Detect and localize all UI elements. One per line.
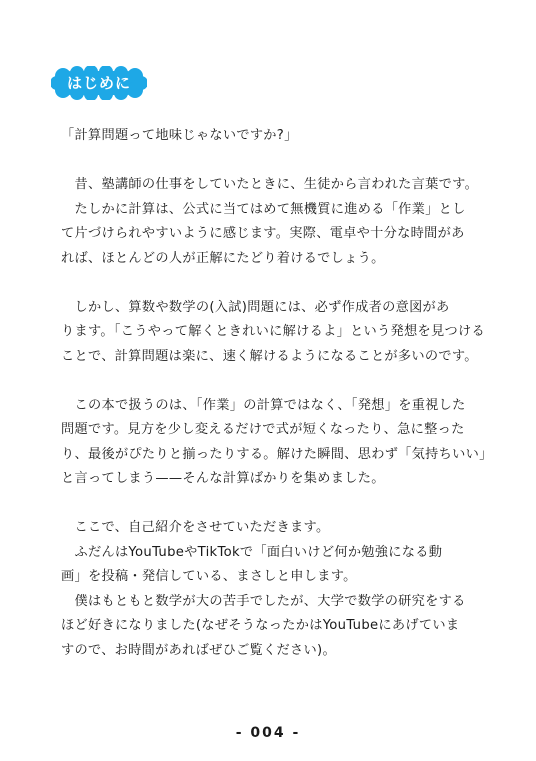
- text-line: 問題です。見方を少し変えるだけで式が短くなったり、急に整った: [61, 422, 465, 437]
- text-line: この本で扱うのは、「作業」の計算ではなく、「発想」を重視した: [61, 397, 466, 413]
- text-line: と言ってしまう——そんな計算ばかりを集めました。: [61, 471, 385, 486]
- text-line: り、最後がぴたりと揃ったりする。解けた瞬間、思わず「気持ちいい」: [61, 446, 493, 462]
- text-line: 画」を投稿・発信している、まさしと申します。: [61, 569, 357, 584]
- paragraph-gap: [61, 492, 481, 517]
- text-line: れば、ほとんどの人が正解にたどり着けるでしょう。: [61, 250, 385, 266]
- text-line: 昔、塾講師の仕事をしていたときに、生徒から言われた言葉です。: [61, 177, 479, 192]
- text-line: ります。「こうやって解くときれいに解けるよ」という発想を見つける: [61, 324, 485, 339]
- paragraph: [61, 516, 481, 663]
- text-line: ことで、計算問題は楽に、速く解けるようになることが多いのです。: [61, 348, 478, 364]
- text-line: すので、お時間があればぜひご覧ください)。: [61, 642, 336, 658]
- text-line: 「計算問題って地味じゃないですか?」: [61, 128, 298, 143]
- text-line: て片づけられやすいように感じます。実際、電卓や十分な時間があ: [61, 226, 465, 241]
- page-heading: はじめに: [66, 74, 131, 92]
- paragraph: [61, 394, 493, 492]
- paragraph: [61, 173, 481, 271]
- text-line: しかし、算数や数学の(入試)問題には、必ず作成者の意図があ: [61, 299, 450, 315]
- paragraph: [61, 296, 485, 370]
- text-line: ほど好きになりました(なぜそうなったかはYouTubeにあげていま: [61, 618, 460, 633]
- text-line: ここで、自己紹介をさせていただきます。: [61, 520, 330, 535]
- text-line: たしかに計算は、公式に当てはめて無機質に進める「作業」とし: [61, 201, 466, 217]
- paragraph-gap: [61, 369, 481, 394]
- text-line: ふだんはYouTubeやTikTokで「面白いけど何か勉強になる動: [61, 544, 443, 560]
- paragraph-gap: [61, 271, 481, 296]
- body-text: [61, 124, 493, 663]
- paragraph-gap: [61, 149, 481, 174]
- text-line: 僕はもともと数学が大の苦手でしたが、大学で数学の研究をする: [61, 593, 466, 609]
- paragraph: [61, 124, 481, 149]
- heading-badge: [51, 66, 147, 100]
- page-number: - 004 -: [235, 725, 301, 741]
